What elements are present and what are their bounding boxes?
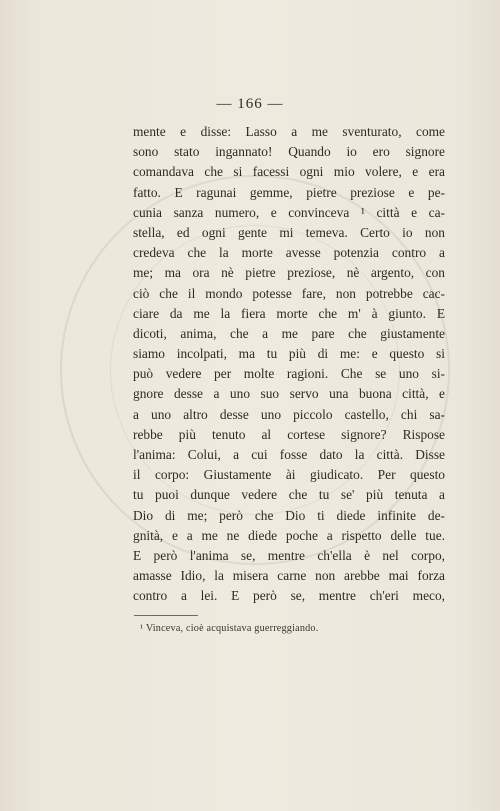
page-number: — 166 —: [216, 96, 284, 112]
text-line: il corpo: Giustamente ài giudicato. Per questo: [133, 467, 445, 483]
text-line: l'anima: Colui, a cui fosse dato la città. Disse: [133, 447, 445, 462]
text-line: contro a lei. E però se, mentre ch'eri meco,: [133, 588, 445, 604]
text-line: rebbe più tenuto al cortese signore? Rispose: [133, 426, 445, 442]
text-line: ciare da me la fiera morte che m' à giunto. E: [133, 305, 445, 321]
text-line: può vedere per molte ragioni. Che se uno si-: [133, 366, 445, 382]
text-line: E però l'anima se, mentre ch'ella è nel corpo,: [133, 547, 445, 563]
text-line: amasse Idio, la misera carne non arebbe mai forza: [133, 568, 445, 584]
text-line: credeva che la morte avesse potenzia contro a: [133, 245, 445, 261]
text-line: gnore desse a uno suo servo una buona città, e: [133, 386, 445, 402]
text-line: stella, ed ogni gente mi temeva. Certo io non: [133, 224, 445, 240]
text-line: fatto. E ragunai gemme, pietre preziose e pe-: [133, 184, 445, 200]
footnote: ¹ Vinceva, cioè acquistava guerreggiando.: [140, 623, 319, 634]
text-line: ciò che il mondo potesse fare, non potrebbe cac-: [133, 285, 445, 301]
footnote-divider: [134, 615, 198, 616]
text-line: mente e disse: Lasso a me sventurato, come: [133, 124, 445, 139]
text-line: siamo incolpati, ma tu più di me: e questo si: [133, 346, 445, 362]
text-line: sono stato ingannato! Quando io ero signore: [133, 144, 445, 160]
text-line: cunia sanza numero, e convinceva ¹ città e ca-: [133, 204, 445, 220]
text-line: dicoti, anima, che a me pare che giustamente: [133, 325, 445, 341]
text-line: gnità, e a me ne diede poche a rispetto delle tue.: [133, 527, 445, 543]
body-text: [133, 122, 445, 607]
text-line: Dio di me; però che Dio ti diede infinite de-: [133, 507, 445, 523]
text-line: a uno altro desse uno piccolo castello, chi sa-: [133, 406, 445, 422]
text-line: comandava che si facessi ogni mio volere, e era: [133, 164, 445, 180]
text-line: me; ma ora nè pietre preziose, nè argento, con: [133, 265, 445, 281]
text-line: tu puoi dunque vedere che tu se' più tenuta a: [133, 487, 445, 503]
